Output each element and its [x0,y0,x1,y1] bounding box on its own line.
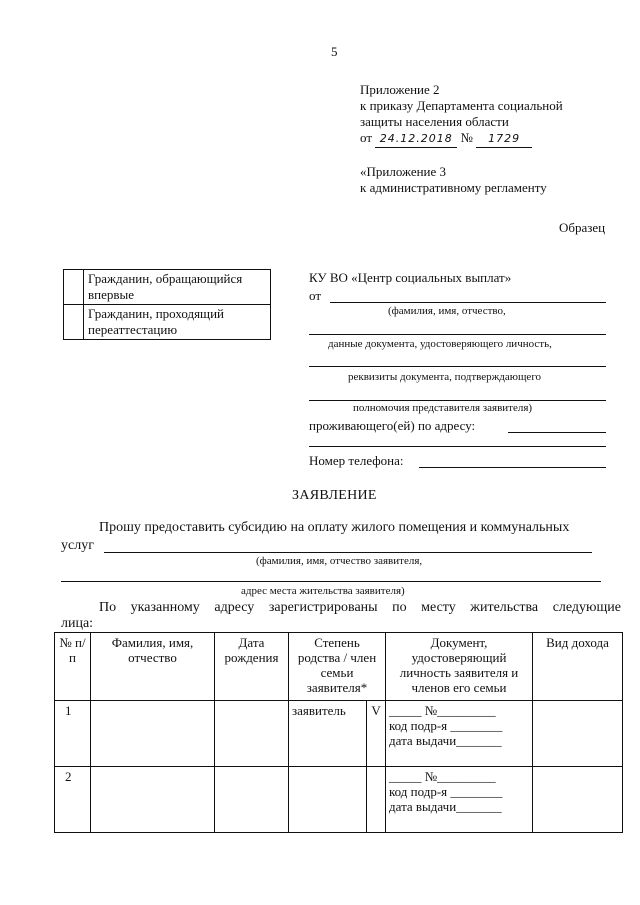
table-header-row [55,633,623,701]
row1-fio[interactable] [91,701,215,767]
option-recertification-line2: переаттестацию [88,322,178,337]
phone-label: Номер телефона: [309,453,404,468]
address-field[interactable] [508,432,606,433]
header-fio: Фамилия, имя, отчество [91,633,215,701]
table-row [55,767,623,833]
table-row [55,701,623,767]
option-first-time-label [84,270,271,305]
appendix3-line-2: к административному регламенту [360,180,547,195]
hint-fio: (фамилия, имя, отчество, [388,305,506,317]
order-from-label: от [360,130,373,145]
appendix3-line-1: «Приложение 3 [360,164,447,179]
row1-mark[interactable]: V [367,701,386,767]
order-number: 1729 [476,131,532,148]
address-field-line2[interactable] [309,446,606,447]
applicant-type-table [63,269,271,340]
row1-income[interactable] [533,701,623,767]
row1-document[interactable] [386,701,533,767]
registered-line1: По указанному адресу зарегистрированы по месту жительства следующие [99,600,621,615]
registered-line2: лица: [61,616,94,631]
row2-dob[interactable] [215,767,289,833]
registered-persons-table [54,632,623,833]
header-document: Документ, удостоверяющий личность заявителя и членов его семьи [386,633,533,701]
row2-income[interactable] [533,767,623,833]
row2-doc-code: код подр-я ________ [389,784,503,799]
row1-doc-date: дата выдачи_______ [389,733,502,748]
header-income: Вид дохода [533,633,623,701]
checkbox-recertification[interactable] [64,305,84,340]
option-first-time-line1: Гражданин, обращающийся [88,271,243,286]
request-text-line1: Прошу предоставить субсидию на оплату жилого помещения и коммунальных [99,520,570,535]
phone-field[interactable] [419,467,606,468]
request-text-line2: услуг [61,538,94,553]
row1-num: 1 [55,701,91,767]
hint-applicant-fio: (фамилия, имя, отчество заявителя, [256,555,423,567]
sample-label: Образец [559,220,606,235]
residing-label: проживающего(ей) по адресу: [309,418,476,433]
hint-details: реквизиты документа, подтверждающего [348,371,542,383]
row2-mark[interactable] [367,767,386,833]
identity-document-line[interactable] [309,366,606,367]
row1-relation[interactable]: заявитель [289,701,367,767]
appendix-header [360,82,630,196]
applicant-info-field[interactable] [104,552,592,553]
checkbox-first-time[interactable] [64,270,84,305]
option-first-time-line2: впервые [88,287,135,302]
addressee-org: КУ ВО «Центр социальных выплат» [309,270,512,285]
row1-doc-number: _____ №_________ [389,703,496,718]
appendix-line-2: к приказу Департамента социальной [360,98,563,113]
row2-relation[interactable] [289,767,367,833]
row1-dob[interactable] [215,701,289,767]
applicant-name-field[interactable] [330,302,606,303]
option-recertification [64,305,271,340]
order-number-label: № [460,130,473,145]
hint-authority: полномочия представителя заявителя) [353,402,533,414]
appendix-line-3: защиты населения области [360,114,509,129]
option-first-time [64,270,271,305]
row2-doc-date: дата выдачи_______ [389,799,502,814]
applicant-fio-line[interactable] [309,334,606,335]
hint-identity-document: данные документа, удостоверяющего личность, [328,338,552,350]
header-dob: Дата рождения [215,633,289,701]
details-line[interactable] [309,400,606,401]
row2-num: 2 [55,767,91,833]
registered-persons-text [61,600,621,632]
option-recertification-line1: Гражданин, проходящий [88,306,224,321]
hint-applicant-address: адрес места жительства заявителя) [241,585,405,597]
option-recertification-label [84,305,271,340]
order-date: 24.12.2018 [375,131,457,148]
page-number: 5 [331,44,338,59]
addressee-from-label: от [309,288,322,303]
applicant-address-field[interactable] [61,581,601,582]
order-date-number [360,130,630,148]
row2-doc-number: _____ №_________ [389,769,496,784]
header-relation: Степень родства / член семьи заявителя* [289,633,386,701]
document-title: ЗАЯВЛЕНИЕ [292,488,377,503]
appendix-line-1: Приложение 2 [360,82,440,97]
header-num: № п/п [55,633,91,701]
row2-fio[interactable] [91,767,215,833]
row1-doc-code: код подр-я ________ [389,718,503,733]
row2-document[interactable] [386,767,533,833]
